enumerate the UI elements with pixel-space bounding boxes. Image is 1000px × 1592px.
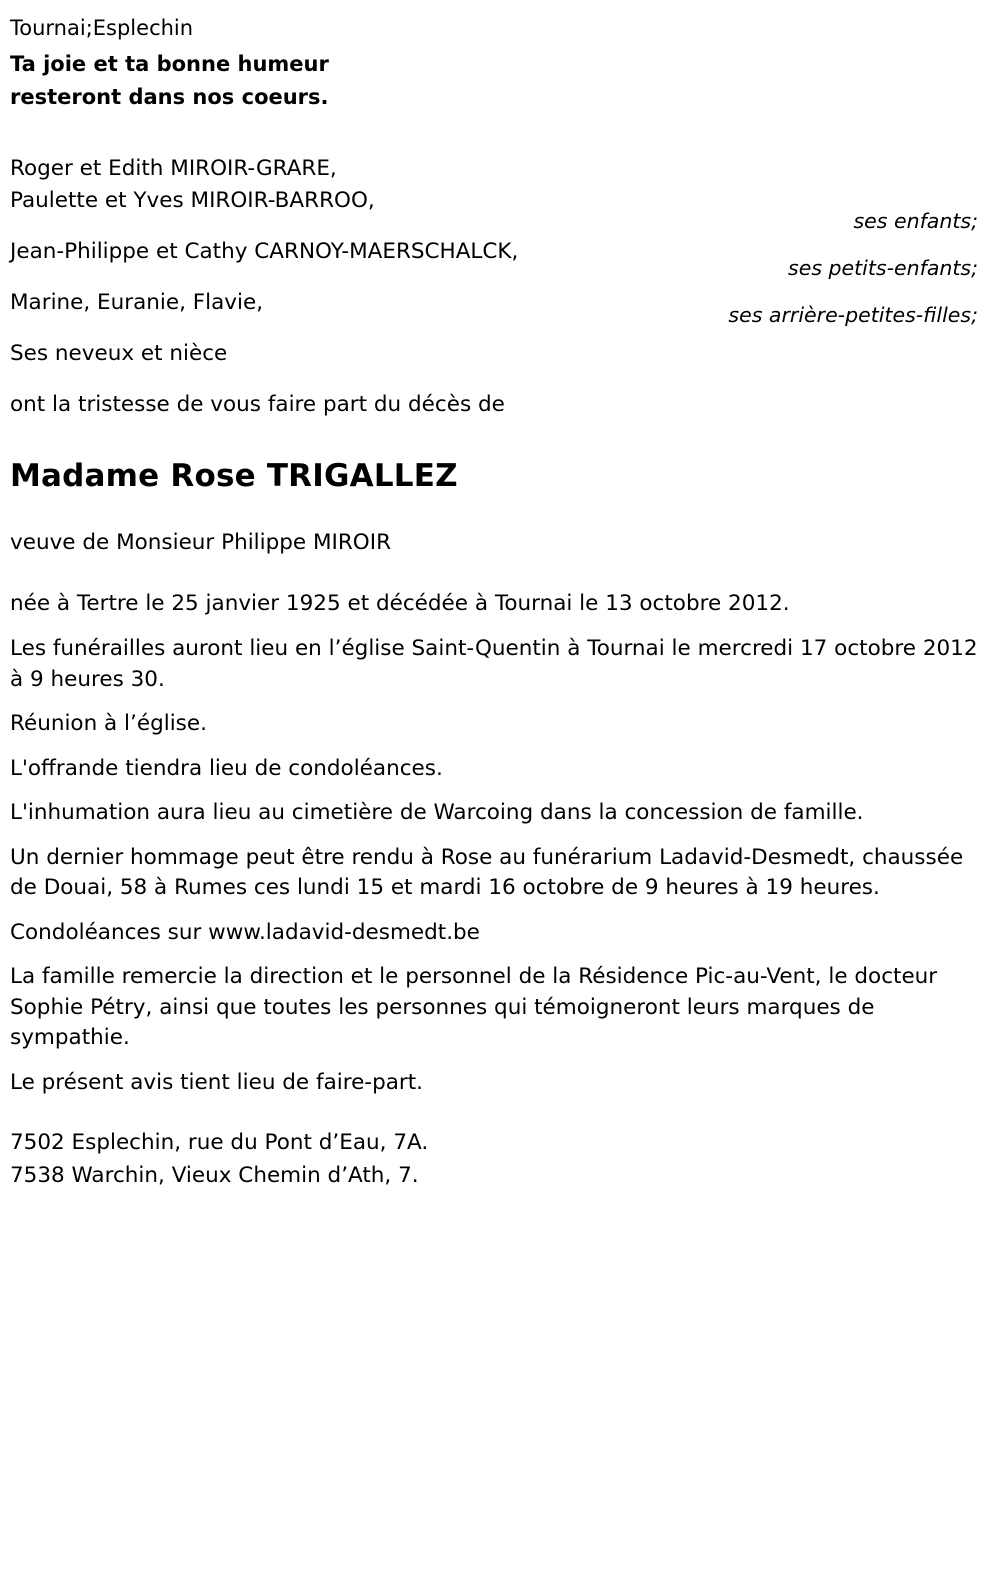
family-line: Jean-Philippe et Cathy CARNOY-MAERSCHALCK, <box>10 238 519 264</box>
notice-paragraph: Le présent avis tient lieu de faire-part. <box>10 1069 423 1095</box>
notice-paragraph: L'inhumation aura lieu au cimetière de Warcoing dans la concession de famille. <box>10 800 864 826</box>
notice-paragraph: La famille remercie la direction et le personnel de la Résidence Pic-au-Vent, le docteur Sophie Pétry, ainsi que toutes les personnes qui témoigneront leurs marques de sympathie. <box>10 964 938 1051</box>
announcement-line: ont la tristesse de vous faire part du décès de <box>10 392 505 418</box>
family-line: Paulette et Yves MIROIR-BARROO, <box>10 187 375 213</box>
family-addresses <box>10 1128 978 1191</box>
notice-paragraph: Les funérailles auront lieu en l’église Saint-Quentin à Tournai le mercredi 17 octobre 2012 à 9 heures 30. <box>10 635 978 692</box>
family-line: Roger et Edith MIROIR-GRARE, <box>10 156 337 182</box>
location-line: Tournai;Esplechin <box>10 16 194 40</box>
widow-of-line: veuve de Monsieur Philippe MIROIR <box>10 530 392 556</box>
address-line: 7538 Warchin, Vieux Chemin d’Ath, 7. <box>10 1162 419 1188</box>
motto <box>10 48 978 113</box>
address-line: 7502 Esplechin, rue du Pont d’Eau, 7A. <box>10 1130 429 1156</box>
family-relations <box>678 207 978 347</box>
notice-paragraph-condolences-url: Condoléances sur www.ladavid-desmedt.be <box>10 919 480 945</box>
family-group-children <box>10 153 610 215</box>
family-line: Ses neveux et nièce <box>10 341 228 367</box>
motto-line-2: resteront dans nos coeurs. <box>10 84 329 109</box>
family-group-grandchildren <box>10 236 610 267</box>
motto-line-1: Ta joie et ta bonne humeur <box>10 52 329 77</box>
family-line: Marine, Euranie, Flavie, <box>10 289 264 315</box>
family-group-great-grandchildren <box>10 287 610 318</box>
spacer <box>10 113 978 153</box>
family-section <box>10 153 978 369</box>
relation-children: ses enfants; <box>853 209 978 234</box>
notice-body <box>10 589 978 1098</box>
family-group-nephews-niece <box>10 338 610 369</box>
deceased-name: Madame Rose TRIGALLEZ <box>10 458 458 495</box>
relation-great-granddaughters: ses arrière-petites-filles; <box>728 302 978 327</box>
relation-grandchildren: ses petits-enfants; <box>788 256 978 281</box>
notice-paragraph: Un dernier hommage peut être rendu à Rose au funérarium Ladavid-Desmedt, chaussée de Douai, 58 à Rumes ces lundi 15 et mardi 16 octobre de 9 heures à 19 heures. <box>10 844 964 901</box>
notice-paragraph: L'offrande tiendra lieu de condoléances. <box>10 755 443 781</box>
family-members <box>10 153 610 369</box>
notice-paragraph: née à Tertre le 25 janvier 1925 et décédée à Tournai le 13 octobre 2012. <box>10 591 790 617</box>
notice-paragraph: Réunion à l’église. <box>10 711 207 737</box>
